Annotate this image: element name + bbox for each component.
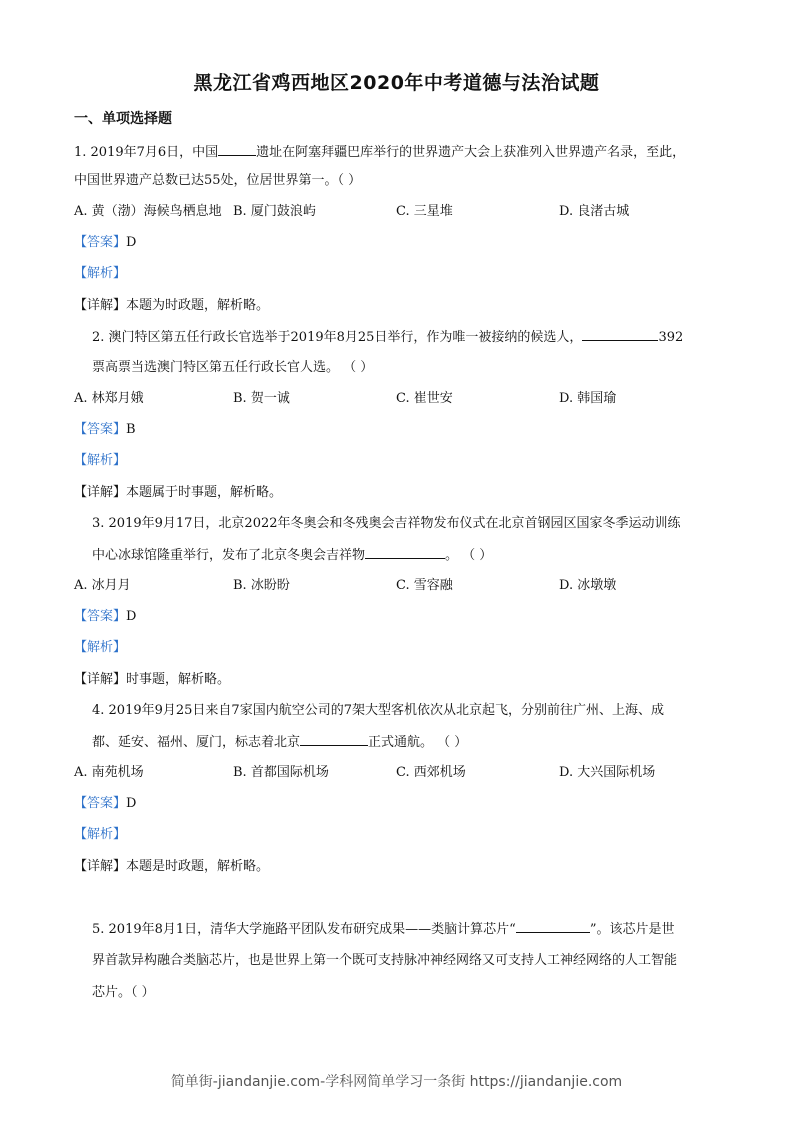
question-1-option-d: D. 良渚古城 [559, 204, 630, 219]
question-1-line-1 [74, 143, 685, 162]
question-1-detail [74, 297, 269, 315]
question-3-line-2 [92, 546, 492, 565]
detail-label: 【详解】 [74, 672, 127, 687]
question-5-line-3: 芯片。（ ） [92, 985, 155, 1000]
question-4-text-b: 正式通航。 （ ） [368, 735, 468, 750]
question-3-option-b: B. 冰盼盼 [233, 578, 290, 593]
question-1-option-c: C. 三星堆 [396, 204, 453, 219]
answer-value: D [126, 609, 137, 624]
detail-text: 本题是时政题，解析略。 [126, 859, 270, 874]
detail-label: 【详解】 [74, 859, 127, 874]
answer-value: D [126, 796, 137, 811]
detail-text: 本题属于时事题，解析略。 [126, 485, 283, 500]
question-4-answer [74, 795, 136, 813]
answer-label: 【答案】 [74, 609, 127, 624]
question-2-analysis-label: 【解析】 [74, 453, 127, 468]
answer-blank [218, 143, 256, 156]
question-2-option-d: D. 韩国瑜 [559, 391, 617, 406]
answer-value: D [126, 235, 137, 250]
question-3-text-b: 。 （ ） [445, 548, 493, 563]
question-2-option-b: B. 贺一诚 [233, 391, 290, 406]
question-1-line-2: 中国世界遗产总数已达55处，位居世界第一。（ ） [74, 173, 362, 188]
answer-label: 【答案】 [74, 422, 127, 437]
answer-label: 【答案】 [74, 796, 127, 811]
question-3-answer [74, 608, 136, 626]
answer-blank [300, 733, 368, 746]
question-3-detail [74, 671, 230, 689]
question-1-text-b: 遗址在阿塞拜疆巴库举行的世界遗产大会上获准列入世界遗产名录，至此， [256, 145, 686, 160]
question-5-line-2: 界首款异构融合类脑芯片，也是世界上第一个既可支持脉冲神经网络又可支持人工神经网络的人工智能 [92, 953, 678, 968]
answer-blank [516, 920, 590, 933]
question-4-detail [74, 858, 269, 876]
detail-text: 本题为时政题，解析略。 [126, 298, 270, 313]
answer-blank [582, 328, 658, 341]
answer-blank [365, 546, 445, 559]
question-2-text-a: 2. 澳门特区第五任行政长官选举于2019年8月25日举行，作为唯一被接纳的候选人， [92, 330, 583, 345]
question-1-option-b: B. 厦门鼓浪屿 [233, 204, 316, 219]
question-4-analysis-label: 【解析】 [74, 827, 127, 842]
question-2-option-a: A. 林郑月娥 [74, 391, 144, 406]
question-4-option-c: C. 西郊机场 [396, 765, 466, 780]
question-1-option-a: A. 黄（渤）海候鸟栖息地 [74, 204, 222, 219]
answer-label: 【答案】 [74, 235, 127, 250]
page-title: 黑龙江省鸡西地区2020年中考道德与法治试题 [193, 72, 600, 94]
question-1-text-a: 1. 2019年7月6日，中国 [74, 145, 219, 160]
section-heading: 一、单项选择题 [74, 111, 172, 127]
question-4-line-2 [92, 733, 467, 752]
question-2-text-b: 392 [658, 330, 684, 345]
page-footer: 简单街-jiandanjie.com-学科网简单学习一条街 https://jiandanjie.com [170, 1074, 623, 1090]
question-4-option-b: B. 首都国际机场 [233, 765, 329, 780]
question-2-line-2: 票高票当选澳门特区第五任行政长官人选。 （ ） [92, 360, 374, 375]
question-1-answer [74, 234, 136, 252]
question-3-line-1: 3. 2019年9月17日，北京2022年冬奥会和冬残奥会吉祥物发布仪式在北京首钢园区国家冬季运动训练 [92, 516, 681, 531]
question-4-option-d: D. 大兴国际机场 [559, 765, 656, 780]
question-2-line-1 [92, 328, 683, 347]
question-4-line-1: 4. 2019年9月25日来自7家国内航空公司的7架大型客机依次从北京起飞，分别前往广州、上海、成 [92, 703, 664, 718]
question-3-text-a: 中心冰球馆隆重举行，发布了北京冬奥会吉祥物 [92, 548, 366, 563]
question-3-option-a: A. 冰月月 [74, 578, 131, 593]
detail-text: 时事题，解析略。 [126, 672, 231, 687]
question-4-option-a: A. 南苑机场 [74, 765, 144, 780]
question-2-answer [74, 421, 136, 439]
question-4-text-a: 都、延安、福州、厦门，标志着北京 [92, 735, 301, 750]
question-3-option-d: D. 冰墩墩 [559, 578, 617, 593]
question-3-analysis-label: 【解析】 [74, 640, 127, 655]
question-3-option-c: C. 雪容融 [396, 578, 453, 593]
question-2-option-c: C. 崔世安 [396, 391, 453, 406]
answer-value: B [126, 422, 136, 437]
question-5-text-a: 5. 2019年8月1日，清华大学施路平团队发布研究成果——类脑计算芯片“ [92, 922, 516, 937]
question-1-analysis-label: 【解析】 [74, 266, 127, 281]
detail-label: 【详解】 [74, 298, 127, 313]
detail-label: 【详解】 [74, 485, 127, 500]
question-5-line-1 [92, 920, 674, 939]
question-2-detail [74, 484, 282, 502]
question-5-text-b: ”。该芯片是世 [589, 922, 675, 937]
